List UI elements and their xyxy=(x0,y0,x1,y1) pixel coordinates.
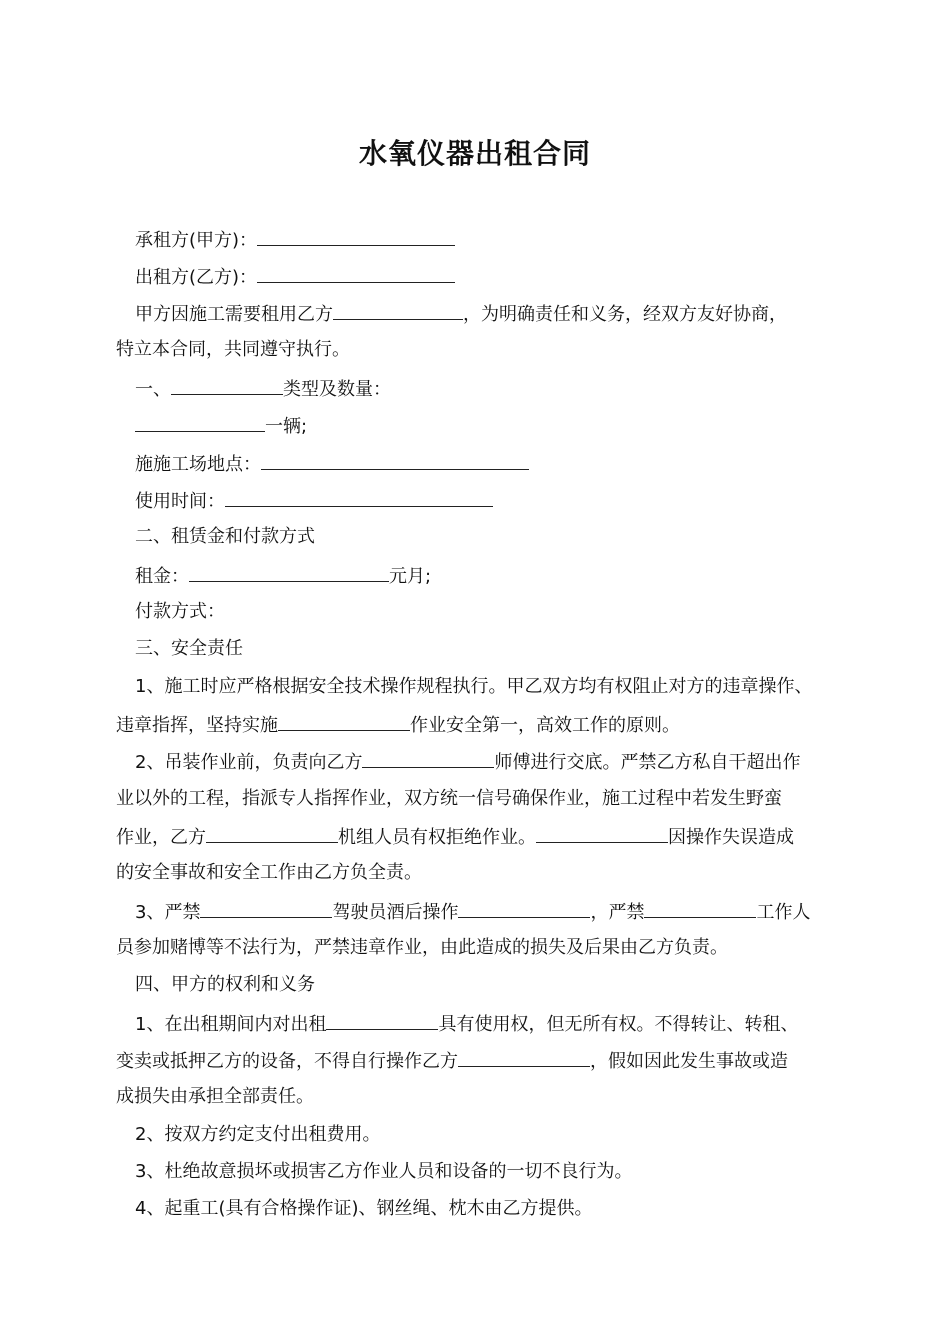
section-2-heading: 二、租赁金和付款方式 xyxy=(135,526,315,547)
blank-field xyxy=(362,748,494,768)
paragraph-text: 作业安全第一，高效工作的原则。 xyxy=(410,715,680,736)
s3-p3-line-cont: 员参加赌博等不法行为，严禁违章作业，由此造成的损失及后果由乙方负责。 xyxy=(116,937,728,958)
document-title: 水氧仪器出租合同 xyxy=(358,137,591,170)
paragraph-text: ，严禁 xyxy=(590,902,645,923)
s3-p3-line xyxy=(135,898,855,926)
s4-p4-line: 4、起重工(具有合格操作证)、钢丝绳、枕木由乙方提供。 xyxy=(135,1198,593,1219)
s4-p1-line-cont xyxy=(116,1047,856,1075)
blank-field xyxy=(257,263,455,283)
s4-p2-line: 2、按双方约定支付出租费用。 xyxy=(135,1124,381,1145)
paragraph-text: 机组人员有权拒绝作业。 xyxy=(338,827,536,848)
quantity-text: 一辆; xyxy=(265,416,308,437)
blank-field xyxy=(171,375,283,395)
paragraph-text: 1、在出租期间内对出租 xyxy=(135,1014,327,1035)
rent-unit: 元月; xyxy=(389,566,432,587)
s3-p2-line-cont xyxy=(116,823,856,851)
blank-field xyxy=(326,1010,438,1030)
quantity-line xyxy=(135,412,855,440)
site-line xyxy=(135,450,855,478)
paragraph-text: 3、严禁 xyxy=(135,902,201,923)
paragraph-text: 因操作失误造成 xyxy=(668,827,794,848)
intro-text: 甲方因施工需要租用乙方 xyxy=(135,304,333,325)
s4-p1-line xyxy=(135,1010,855,1038)
blank-field xyxy=(200,898,332,918)
blank-field xyxy=(458,1047,590,1067)
paragraph-text: 作业，乙方 xyxy=(116,827,206,848)
section-4-heading: 四、甲方的权利和义务 xyxy=(135,974,315,995)
section-number: 一、 xyxy=(135,379,171,400)
blank-field xyxy=(333,300,463,320)
s4-p1-line-cont: 成损失由承担全部责任。 xyxy=(116,1086,314,1107)
paragraph-text: 驾驶员酒后操作 xyxy=(332,902,459,923)
s3-p2-line-cont: 的安全事故和安全工作由乙方负全责。 xyxy=(116,862,422,883)
lessor-line xyxy=(135,263,855,291)
paragraph-text: 具有使用权，但无所有权。不得转让、转租、 xyxy=(438,1014,799,1035)
s3-p2-line-cont: 业以外的工程，指派专人指挥作业，双方统一信号确保作业，施工过程中若发生野蛮 xyxy=(116,788,782,809)
blank-field xyxy=(458,898,590,918)
paragraph-text: 违章指挥，坚持实施 xyxy=(116,715,278,736)
paragraph-text: ，假如因此发生事故或造 xyxy=(590,1051,788,1072)
blank-field xyxy=(257,226,455,246)
s4-p3-line: 3、杜绝故意损坏或损害乙方作业人员和设备的一切不良行为。 xyxy=(135,1161,633,1182)
blank-field xyxy=(189,562,389,582)
intro-text: ，为明确责任和义务，经双方友好协商， xyxy=(463,304,787,325)
paragraph-text: 变卖或抵押乙方的设备，不得自行操作乙方 xyxy=(116,1051,458,1072)
section-title: 类型及数量： xyxy=(283,379,391,400)
blank-field xyxy=(261,450,529,470)
payment-line: 付款方式： xyxy=(135,601,225,622)
blank-field xyxy=(135,412,265,432)
time-label: 使用时间： xyxy=(135,491,225,512)
lessee-label: 承租方(甲方)： xyxy=(135,230,258,251)
s3-p2-line xyxy=(135,748,855,776)
rent-label: 租金： xyxy=(135,566,189,587)
s3-p1-line: 1、施工时应严格根据安全技术操作规程执行。甲乙双方均有权阻止对方的违章操作、 xyxy=(135,676,813,697)
section-1-heading xyxy=(135,375,855,403)
site-label: 施施工场地点： xyxy=(135,454,261,475)
lessee-line xyxy=(135,226,855,254)
rent-line xyxy=(135,562,855,590)
intro-line xyxy=(135,300,855,328)
s3-p1-line-cont xyxy=(116,711,856,739)
paragraph-text: 工作人 xyxy=(756,902,811,923)
paragraph-text: 师傅进行交底。严禁乙方私自干超出作 xyxy=(494,752,801,773)
intro-line-cont: 特立本合同，共同遵守执行。 xyxy=(116,339,350,360)
blank-field xyxy=(206,823,338,843)
section-3-heading: 三、安全责任 xyxy=(135,638,243,659)
paragraph-text: 2、吊装作业前，负责向乙方 xyxy=(135,752,363,773)
blank-field xyxy=(644,898,756,918)
time-line xyxy=(135,487,855,515)
blank-field xyxy=(225,487,493,507)
blank-field xyxy=(278,711,410,731)
lessor-label: 出租方(乙方)： xyxy=(135,267,258,288)
blank-field xyxy=(536,823,668,843)
